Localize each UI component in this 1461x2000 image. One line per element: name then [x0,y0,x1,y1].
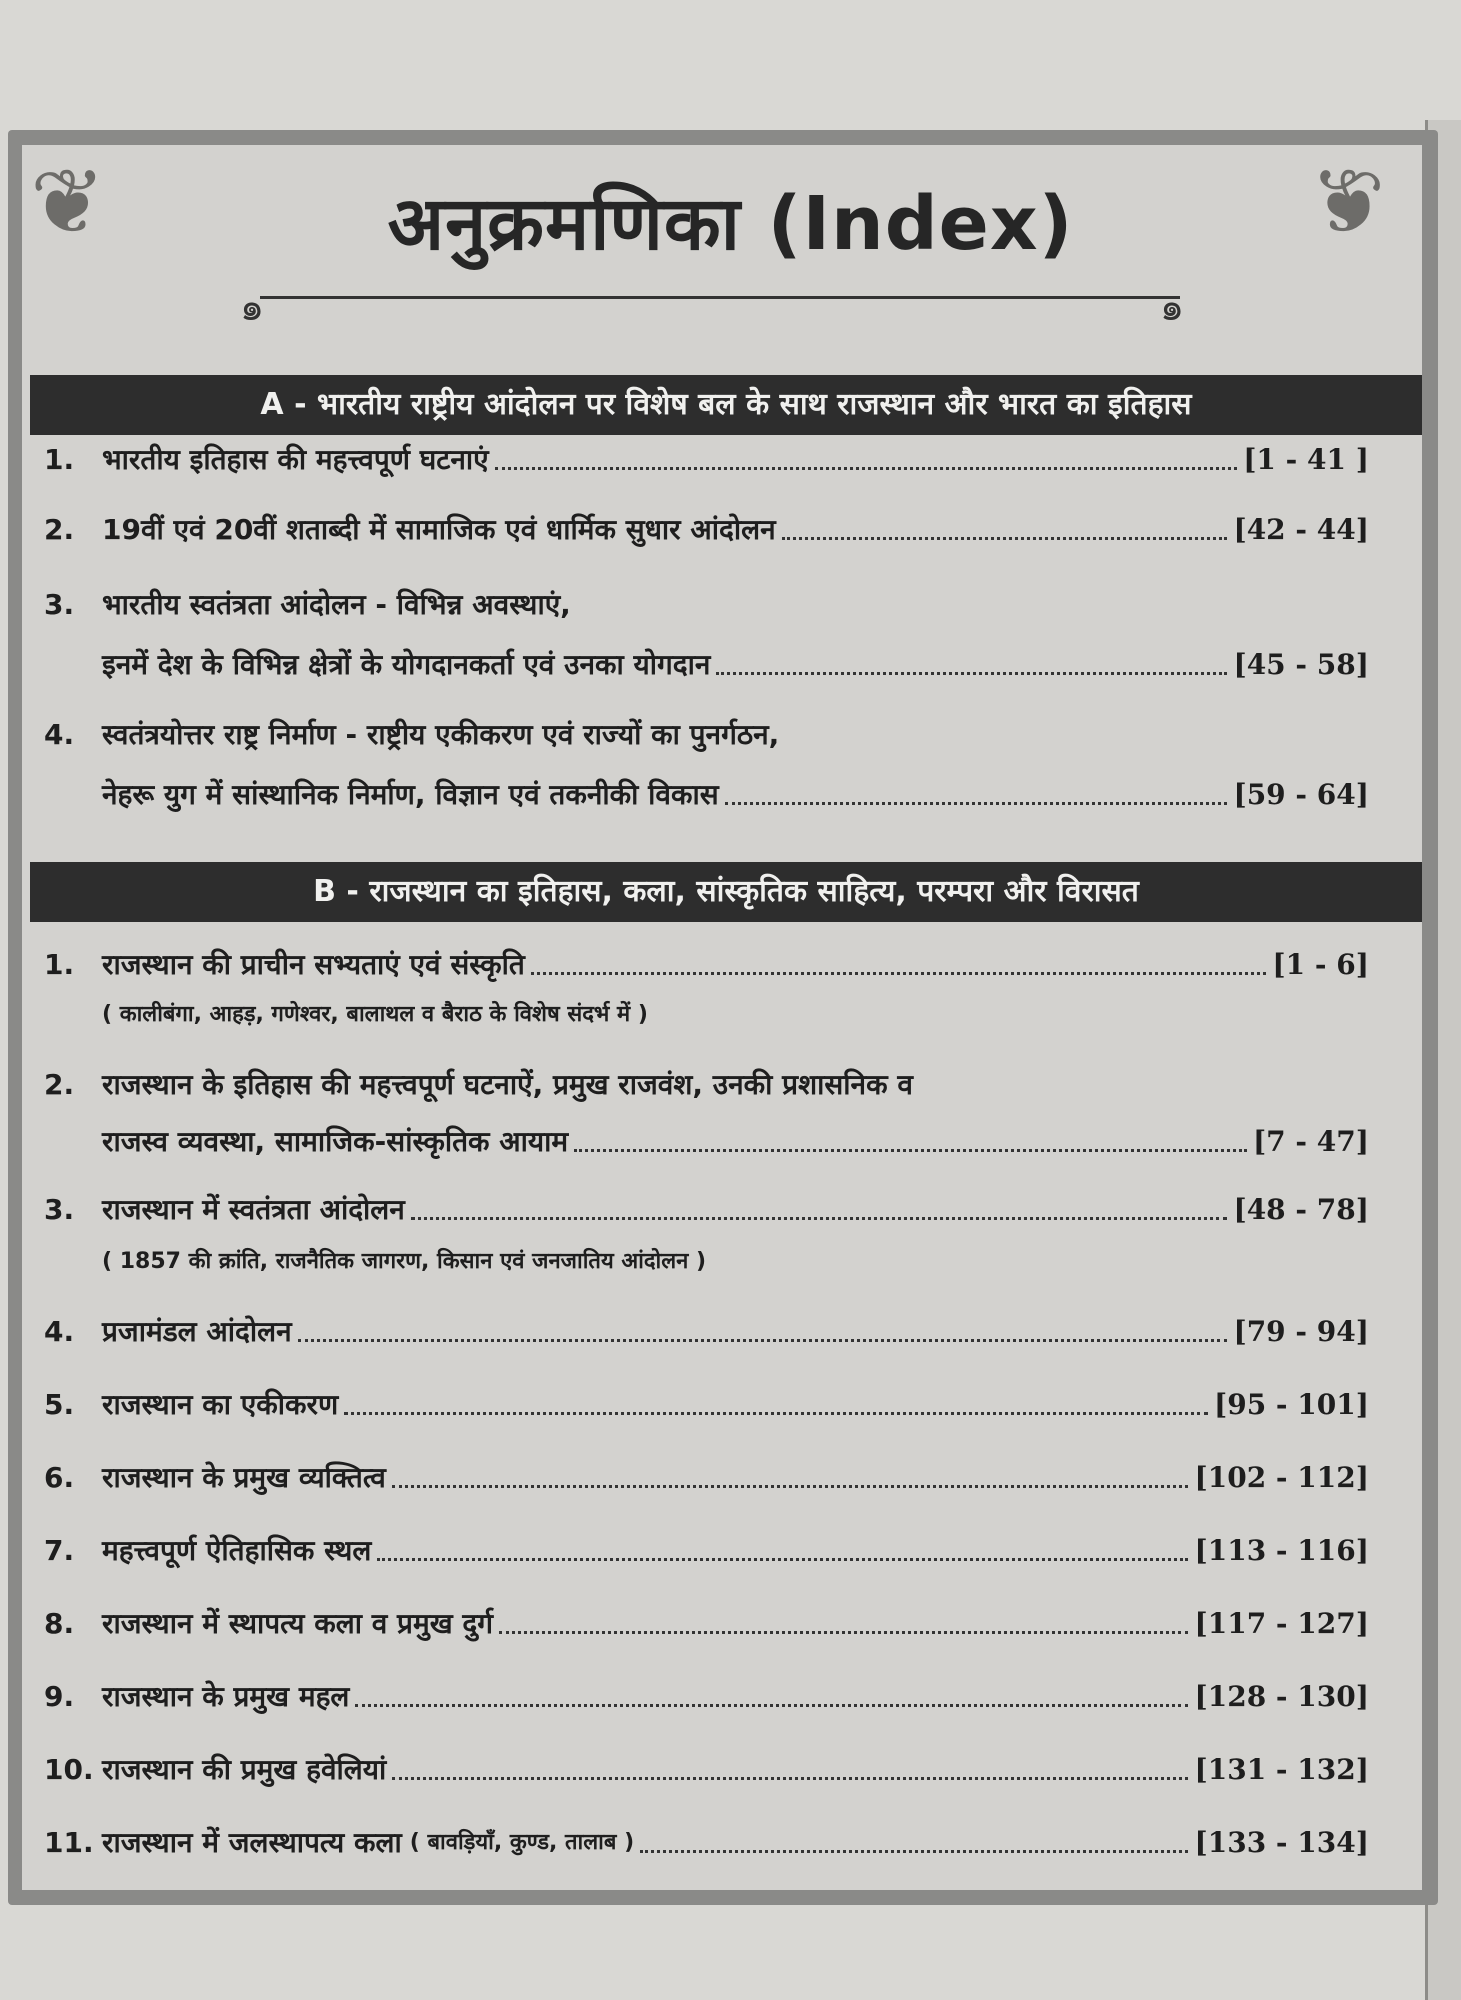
entry-pages: [117 - 127] [1194,1607,1369,1640]
index-entry[interactable] [44,1190,1369,1230]
entry-title: राजस्थान के इतिहास की महत्त्वपूर्ण घटनाऐं, प्रमुख राजवंश, उनकी प्रशासनिक व [102,1068,913,1101]
dot-leader [716,672,1227,675]
entry-number: 4. [44,1315,75,1348]
entry-pages: [133 - 134] [1194,1826,1369,1859]
entry-pages: [113 - 116] [1194,1534,1369,1567]
entry-pages: [1 - 41 ] [1243,443,1369,476]
entry-pages: [1 - 6] [1272,948,1369,981]
index-entry[interactable] [44,1385,1369,1425]
entry-title-line2: नेहरू युग में सांस्थानिक निर्माण, विज्ञान एवं तकनीकी विकास [102,778,719,811]
entry-number: 6. [44,1461,75,1494]
index-entry[interactable] [44,1065,1369,1105]
entry-note: ( कालीबंगा, आहड़, गणेश्वर, बालाथल व बैराठ के विशेष संदर्भ में ) [102,1002,648,1027]
entry-number: 2. [44,1068,75,1101]
index-entry[interactable] [44,1823,1369,1863]
corner-ornament-icon: ❦ [30,150,106,255]
index-entry[interactable] [44,1312,1369,1352]
index-entry[interactable] [44,510,1369,550]
dot-leader [725,802,1228,805]
scroll-ornament-icon: ๑ [1160,285,1185,329]
entry-title: राजस्थान के प्रमुख व्यक्तित्व [102,1461,386,1494]
entry-title-line2: इनमें देश के विभिन्न क्षेत्रों के योगदानकर्ता एवं उनका योगदान [102,648,711,681]
entry-number: 1. [44,948,75,981]
dot-leader [782,537,1228,540]
entry-pages: [95 - 101] [1213,1388,1369,1421]
entry-title-line2: राजस्व व्यवस्था, सामाजिक-सांस्कृतिक आयाम [102,1125,569,1158]
entry-number: 11. [44,1826,94,1859]
entry-title: राजस्थान में स्थापत्य कला व प्रमुख दुर्ग [102,1607,493,1640]
dot-leader [392,1777,1188,1780]
entry-pages: [45 - 58] [1233,648,1369,681]
index-entry-continuation[interactable] [102,1122,1369,1162]
entry-pages: [59 - 64] [1233,778,1369,811]
index-entry[interactable] [44,440,1369,480]
index-entry[interactable] [44,945,1369,985]
dot-leader [531,972,1267,975]
index-entry[interactable] [44,585,1369,625]
entry-number: 3. [44,1193,75,1226]
page-title: अनुक्रमणिका (Index) [387,181,1074,267]
entry-number: 4. [44,718,75,751]
dot-leader [355,1704,1188,1707]
dot-leader [377,1558,1188,1561]
entry-title: प्रजामंडल आंदोलन [102,1315,292,1348]
entry-pages: [42 - 44] [1233,513,1369,546]
index-entry[interactable] [44,1750,1369,1790]
entry-pages: [128 - 130] [1194,1680,1369,1713]
entry-number: 3. [44,588,75,621]
entry-pages: [48 - 78] [1233,1193,1369,1226]
entry-title: राजस्थान के प्रमुख महल [102,1680,350,1713]
index-entry[interactable] [44,1677,1369,1717]
index-entry[interactable] [44,715,1369,755]
index-entry-continuation[interactable] [102,775,1369,815]
dot-leader [495,467,1238,470]
entry-title: 19वीं एवं 20वीं शताब्दी में सामाजिक एवं धार्मिक सुधार आंदोलन [102,513,776,546]
entry-title: राजस्थान का एकीकरण [102,1388,339,1421]
index-entry-continuation[interactable] [102,645,1369,685]
entry-number: 2. [44,513,75,546]
entry-title: राजस्थान में जलस्थापत्य कला [102,1826,402,1859]
index-entry[interactable] [44,1604,1369,1644]
entry-pages: [131 - 132] [1194,1753,1369,1786]
dot-leader [411,1217,1228,1220]
entry-title: भारतीय इतिहास की महत्त्वपूर्ण घटनाएं [102,443,489,476]
title-divider [260,296,1180,299]
dot-leader [298,1339,1228,1342]
entry-title: स्वतंत्रयोत्तर राष्ट्र निर्माण - राष्ट्रीय एकीकरण एवं राज्यों का पुनर्गठन, [102,718,780,751]
entry-pages: [102 - 112] [1194,1461,1369,1494]
index-entry[interactable] [44,1531,1369,1571]
dot-leader [574,1149,1247,1152]
dot-leader [392,1485,1189,1488]
entry-note-inline: ( बावड़ियाँ, कुण्ड, तालाब ) [409,1830,635,1855]
entry-title: राजस्थान की प्रमुख हवेलियां [102,1753,387,1786]
entry-number: 8. [44,1607,75,1640]
section-b-heading: B - राजस्थान का इतिहास, कला, सांस्कृतिक साहित्य, परम्परा और विरासत [30,862,1422,922]
entry-note: ( 1857 की क्रांति, राजनैतिक जागरण, किसान एवं जनजातिय आंदोलन ) [102,1249,707,1274]
section-a-heading: A - भारतीय राष्ट्रीय आंदोलन पर विशेष बल के साथ राजस्थान और भारत का इतिहास [30,375,1422,435]
entry-title: राजस्थान की प्राचीन सभ्यताएं एवं संस्कृति [102,948,525,981]
corner-ornament-icon: ❦ [1310,150,1386,255]
entry-pages: [79 - 94] [1233,1315,1369,1348]
entry-number: 1. [44,443,75,476]
entry-title: राजस्थान में स्वतंत्रता आंदोलन [102,1193,405,1226]
entry-title: महत्त्वपूर्ण ऐतिहासिक स्थल [102,1534,372,1567]
dot-leader [499,1631,1188,1634]
scroll-ornament-icon: ๑ [240,285,265,329]
entry-number: 7. [44,1534,75,1567]
entry-pages: [7 - 47] [1252,1125,1369,1158]
entry-title: भारतीय स्वतंत्रता आंदोलन - विभिन्न अवस्थाएं, [102,588,571,621]
entry-number: 9. [44,1680,75,1713]
entry-number: 5. [44,1388,75,1421]
dot-leader [640,1850,1188,1853]
dot-leader [344,1412,1208,1415]
index-entry[interactable] [44,1458,1369,1498]
entry-number: 10. [44,1753,94,1786]
